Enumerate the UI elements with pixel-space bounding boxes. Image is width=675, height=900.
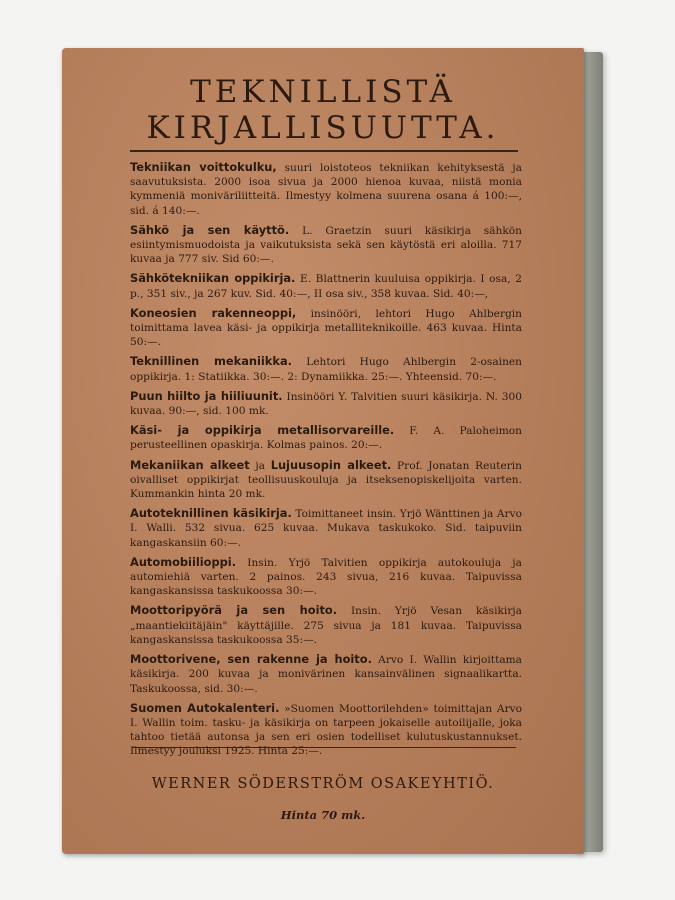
book-entry: Autoteknillinen käsikirja. Toimittaneet insin. Yrjö Wänttinen ja Arvo I. Walli. 532 sivua. 625 kuvaa. Mukava taskukoko. Sid. taipuviin kangaskansiin 60:—. <box>130 506 522 549</box>
book-entry: Suomen Autokalenteri. »Suomen Moottorilehden» toimittajan Arvo I. Wallin toim. tasku- ja käsikirja on tarpeen jokaiselle autoilijalle, joka tahtoo tietää autonsa ja sen eri osien todelliset kulutuskustannukset. Ilmestyy jouluksi 1925. Hinta 25:—. <box>130 700 522 758</box>
book-entry: Tekniikan voittokulku, suuri loistoteos tekniikan kehityksestä ja saavutuksista. 2000 isoa sivua ja 2000 hienoa kuvaa, niistä monia kymmeniä moniväriliitteitä. Ilmestyy kolmena suurena osana á 100:—, sid. á 140:—. <box>130 160 522 217</box>
book-entry: Puun hiilto ja hiiliuunit. Insinööri Y. Talvitien suuri käsikirja. N. 300 kuvaa. 90:—, sid. 100 mk. <box>130 388 522 418</box>
title-divider <box>130 150 518 152</box>
book-entry: Moottoripyörä ja sen hoito. Insin. Yrjö Vesan käsikirja „maantiekiitäjäin" käyttäjille. 275 sivua ja 181 kuvaa. Taipuvissa kangaskansissa taskukoossa 35:—. <box>130 603 522 646</box>
book-entry: Sähkö ja sen käyttö. L. Graetzin suuri käsikirja sähkön esiintymismuodoista ja vaikutuksista sekä sen käytöstä eri aloilla. 717 kuvaa ja 777 siv. Sid 60:—. <box>130 222 522 266</box>
book-entry: Sähkötekniikan oppikirja. E. Blattnerin kuuluisa oppikirja. I osa, 2 p., 351 siv., ja 267 kuv. Sid. 40:—, II osa siv., 358 kuvaa. Sid. 40:—, <box>130 271 522 300</box>
publisher-divider <box>132 747 516 748</box>
book-entry: Automobiilioppi. Insin. Yrjö Talvitien oppikirja autokouluja ja automiehiä varten. 2 painos. 243 sivua, 216 kuvaa. Taipuvissa kangaskansissa taskukoossa 30:—. <box>130 554 522 598</box>
book-entry: Mekaniikan alkeet ja Lujuusopin alkeet. Prof. Jonatan Reuterin oivalliset oppikirjat teollisuuskouluja ja itseksenopiskelijoita varten. Kummankin hinta 20 mk. <box>130 457 522 501</box>
cover-title-line1: TEKNILLISTÄ <box>190 74 456 110</box>
book-list <box>130 160 522 764</box>
cover-title-line2: KIRJALLISUUTTA. <box>146 110 500 146</box>
publisher-name: WERNER SÖDERSTRÖM OSAKEYHTIÖ. <box>151 776 495 792</box>
book-entry: Moottorivene, sen rakenne ja hoito. Arvo I. Wallin kirjoittama käsikirja. 200 kuvaa ja monivärinen kansainvälinen signaalikartta. Taskukoossa, sid. 30:—. <box>130 652 522 695</box>
book-entry: Käsi- ja oppikirja metallisorvareille. F. A. Paloheimon perusteellinen opaskirja. Kolmas painos. 20:—. <box>130 423 522 452</box>
book-back-cover <box>62 48 584 854</box>
book-price: Hinta 70 mk. <box>280 808 366 822</box>
book-entry: Koneosien rakenneoppi, insinööri, lehtori Hugo Ahlbergin toimittama lavea käsi- ja oppikirja metalliteknikoille. 463 kuvaa. Hinta 50:—. <box>130 305 522 349</box>
book-entry: Teknillinen mekaniikka. Lehtori Hugo Ahlbergin 2-osainen oppikirja. 1: Statiikka. 30:—. 2: Dynamiikka. 25:—. Yhteensid. 70:—. <box>130 354 522 383</box>
